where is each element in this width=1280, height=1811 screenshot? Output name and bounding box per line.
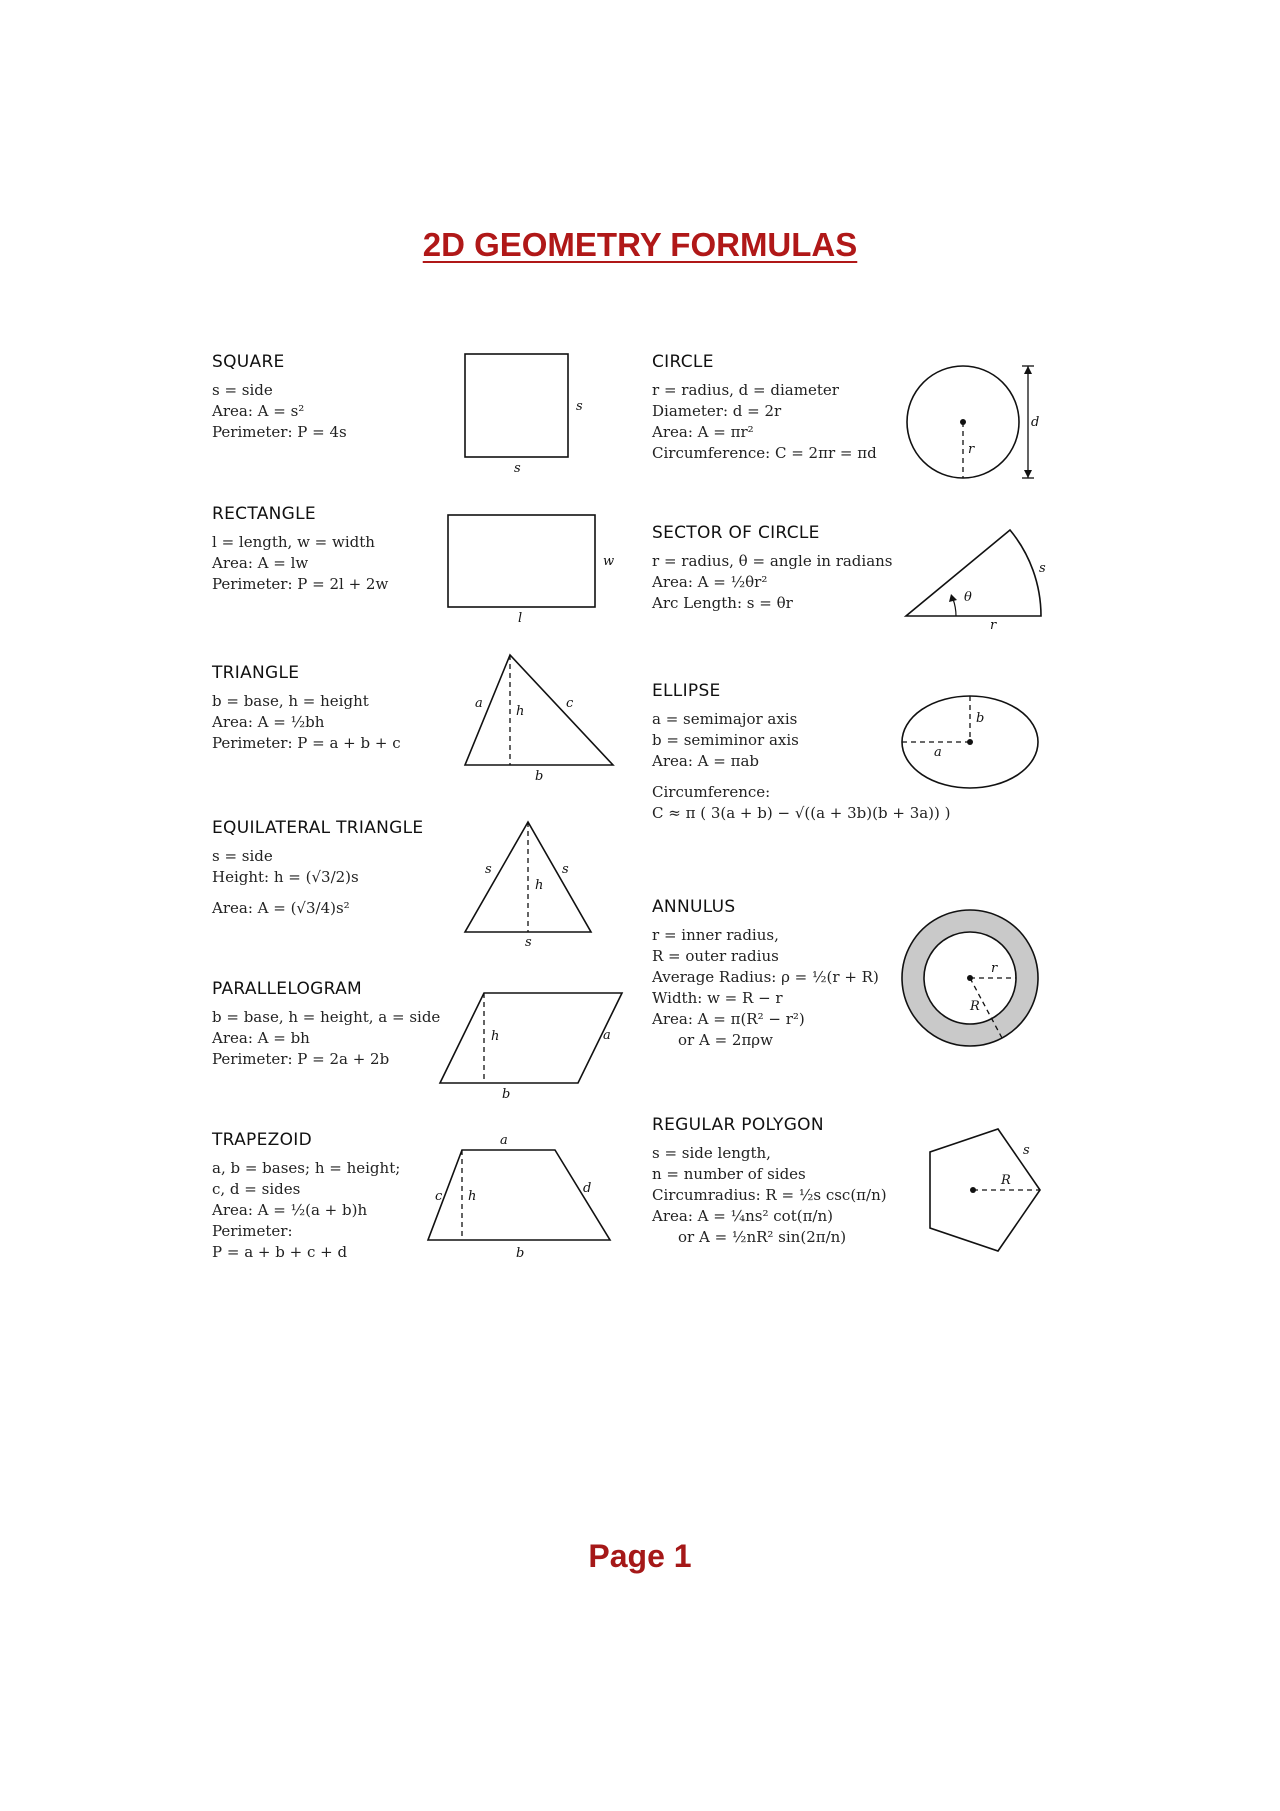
rectangle-shape xyxy=(448,515,595,607)
polygon-line: Area: A = ¼ns² cot(π/n) xyxy=(652,1207,833,1225)
parallelogram-line: Perimeter: P = 2a + 2b xyxy=(212,1050,390,1068)
polygon-R-label: R xyxy=(1001,1173,1011,1188)
trapezoid-b-label: b xyxy=(516,1246,525,1261)
annulus-r-label: r xyxy=(991,961,998,976)
ellipse-circ-label: Circumference: xyxy=(652,783,771,801)
triangle-c-label: c xyxy=(566,696,574,711)
trapezoid-c-label: c xyxy=(435,1189,443,1204)
polygon-line: Circumradius: R = ½s csc(π/n) xyxy=(652,1186,887,1204)
equilateral-bottom-label: s xyxy=(525,935,532,950)
sector-line: Area: A = ½θr² xyxy=(652,573,768,591)
trapezoid-line: P = a + b + c + d xyxy=(212,1243,348,1261)
equilateral-section xyxy=(212,818,423,919)
sector-shape xyxy=(906,530,1041,616)
parallelogram-title: PARALLELOGRAM xyxy=(212,979,362,999)
annulus-line: r = inner radius, xyxy=(652,926,779,944)
parallelogram-a-label: a xyxy=(603,1028,611,1043)
rectangle-width-label: w xyxy=(603,554,615,569)
polygon-line: s = side length, xyxy=(652,1144,771,1162)
arrow-down-icon xyxy=(1024,470,1032,478)
circle-d-label: d xyxy=(1031,415,1040,430)
trapezoid-h-label: h xyxy=(468,1189,477,1204)
annulus-line: R = outer radius xyxy=(652,947,779,965)
circle-diagram xyxy=(898,360,1048,485)
annulus-diagram xyxy=(898,908,1048,1053)
triangle-line: Perimeter: P = a + b + c xyxy=(212,734,401,752)
square-shape xyxy=(465,354,568,457)
equilateral-line: Height: h = (√3/2)s xyxy=(212,868,359,886)
ellipse-diagram xyxy=(898,690,1048,795)
page-title: 2D GEOMETRY FORMULAS xyxy=(422,226,858,263)
polygon-section xyxy=(652,1115,887,1248)
square-side-label: s xyxy=(576,399,583,414)
parallelogram-line: Area: A = bh xyxy=(212,1029,310,1047)
sector-line: Arc Length: s = θr xyxy=(652,594,793,612)
polygon-line: n = number of sides xyxy=(652,1165,806,1183)
circle-title: CIRCLE xyxy=(652,352,714,372)
equilateral-right-label: s xyxy=(562,862,569,877)
parallelogram-line: b = base, h = height, a = side xyxy=(212,1008,441,1026)
polygon-s-label: s xyxy=(1023,1143,1030,1158)
triangle-diagram xyxy=(455,650,625,790)
annulus-line: Width: w = R − r xyxy=(652,989,783,1007)
triangle-a-label: a xyxy=(475,696,483,711)
trapezoid-d-label: d xyxy=(583,1181,592,1196)
square-section xyxy=(212,352,347,443)
circle-line: Area: A = πr² xyxy=(652,423,754,441)
ellipse-circ-formula: C ≈ π ( 3(a + b) − √((a + 3b)(b + 3a)) ) xyxy=(652,804,951,822)
square-bottom-label: s xyxy=(514,461,521,476)
annulus-section xyxy=(652,897,879,1051)
sector-theta-label: θ xyxy=(964,590,972,605)
parallelogram-shape xyxy=(440,993,622,1083)
trapezoid-section xyxy=(212,1130,400,1263)
square-diagram xyxy=(455,345,595,475)
arrow-up-icon xyxy=(1024,366,1032,374)
circle-line: Circumference: C = 2πr = πd xyxy=(652,444,877,462)
sector-angle-arc xyxy=(953,599,956,616)
trapezoid-title: TRAPEZOID xyxy=(212,1130,312,1150)
ellipse-b-label: b xyxy=(976,711,985,726)
sector-title: SECTOR OF CIRCLE xyxy=(652,523,820,543)
trapezoid-line: Area: A = ½(a + b)h xyxy=(212,1201,368,1219)
polygon-diagram xyxy=(905,1118,1055,1263)
sector-section xyxy=(652,523,893,614)
annulus-line: Average Radius: ρ = ½(r + R) xyxy=(652,968,879,986)
sector-diagram xyxy=(898,520,1058,633)
triangle-line: Area: A = ½bh xyxy=(212,713,325,731)
ellipse-a-label: a xyxy=(934,745,942,760)
polygon-alt: or A = ½nR² sin(2π/n) xyxy=(678,1228,847,1246)
trapezoid-a-label: a xyxy=(500,1133,508,1148)
annulus-title: ANNULUS xyxy=(652,897,736,917)
equilateral-line: Area: A = (√3/4)s² xyxy=(212,899,350,917)
sector-line: r = radius, θ = angle in radians xyxy=(652,552,893,570)
rectangle-title: RECTANGLE xyxy=(212,504,316,524)
circle-line: r = radius, d = diameter xyxy=(652,381,839,399)
equilateral-h-label: h xyxy=(535,878,544,893)
square-line: Perimeter: P = 4s xyxy=(212,423,347,441)
triangle-shape xyxy=(465,655,613,765)
ellipse-line: a = semimajor axis xyxy=(652,710,798,728)
rectangle-length-label: l xyxy=(518,611,523,626)
parallelogram-b-label: b xyxy=(502,1087,511,1102)
equilateral-left-label: s xyxy=(485,862,492,877)
sector-s-label: s xyxy=(1039,561,1046,576)
ellipse-line: Area: A = πab xyxy=(652,752,759,770)
rectangle-line: l = length, w = width xyxy=(212,533,375,551)
trapezoid-diagram xyxy=(420,1130,620,1260)
sector-r-label: r xyxy=(990,618,997,633)
equilateral-title: EQUILATERAL TRIANGLE xyxy=(212,818,424,838)
square-title: SQUARE xyxy=(212,352,285,372)
parallelogram-diagram xyxy=(430,985,630,1105)
circle-line: Diameter: d = 2r xyxy=(652,402,782,420)
square-line: Area: A = s² xyxy=(212,402,305,420)
square-line: s = side xyxy=(212,381,273,399)
rectangle-section xyxy=(212,504,388,595)
triangle-section xyxy=(212,663,401,754)
circle-section xyxy=(652,352,877,464)
triangle-title: TRIANGLE xyxy=(212,663,300,683)
ellipse-title: ELLIPSE xyxy=(652,681,721,701)
parallelogram-section xyxy=(212,979,440,1070)
polygon-title: REGULAR POLYGON xyxy=(652,1115,824,1135)
triangle-h-label: h xyxy=(516,704,525,719)
rectangle-line: Area: A = lw xyxy=(212,554,309,572)
triangle-line: b = base, h = height xyxy=(212,692,369,710)
ellipse-line: b = semiminor axis xyxy=(652,731,799,749)
trapezoid-line: c, d = sides xyxy=(212,1180,301,1198)
trapezoid-line: a, b = bases; h = height; xyxy=(212,1159,401,1177)
page-number: Page 1 xyxy=(588,1538,692,1574)
rectangle-diagram xyxy=(440,505,620,625)
equilateral-line: s = side xyxy=(212,847,273,865)
rectangle-line: Perimeter: P = 2l + 2w xyxy=(212,575,389,593)
arrow-icon xyxy=(949,594,957,602)
equilateral-diagram xyxy=(455,810,605,950)
triangle-b-label: b xyxy=(535,769,544,784)
parallelogram-h-label: h xyxy=(491,1029,500,1044)
trapezoid-line: Perimeter: xyxy=(212,1222,293,1240)
annulus-R-label: R xyxy=(970,999,980,1014)
circle-r-label: r xyxy=(968,442,975,457)
annulus-line: Area: A = π(R² − r²) xyxy=(652,1010,805,1028)
annulus-alt: or A = 2πρw xyxy=(678,1031,773,1049)
